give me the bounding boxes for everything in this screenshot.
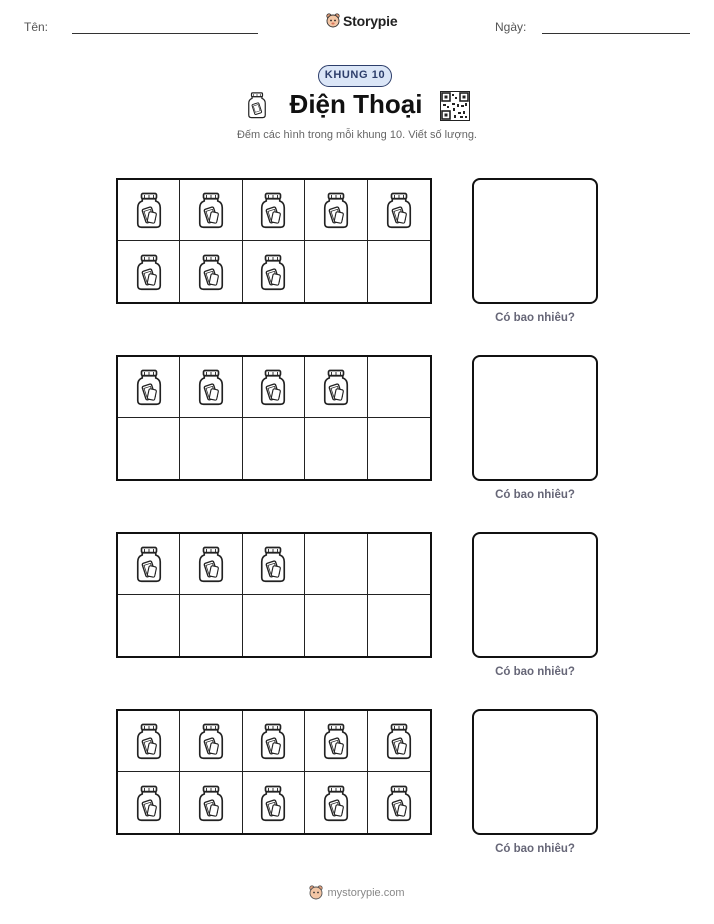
phone-jar-icon	[321, 720, 351, 762]
phone-jar-icon	[196, 543, 226, 585]
brand-name: Storypie	[343, 13, 398, 29]
ten-frame-cell	[180, 595, 242, 656]
phone-jar-icon	[134, 720, 164, 762]
phone-jar-icon	[196, 720, 226, 762]
ten-frame-cell	[305, 357, 367, 418]
ten-frame-cell	[305, 772, 367, 833]
count-prompt: Có bao nhiêu?	[495, 312, 575, 324]
ten-frame-cell	[180, 180, 242, 241]
qr-code-icon	[440, 91, 470, 126]
count-prompt: Có bao nhiêu?	[495, 666, 575, 678]
answer-box[interactable]	[472, 709, 598, 835]
ten-frame	[116, 532, 432, 658]
ten-frame-cell	[305, 180, 367, 241]
ten-frame-cell	[118, 418, 180, 479]
ten-frame-cell	[368, 180, 430, 241]
date-label: Ngày:	[495, 20, 527, 34]
ten-frame-cell	[118, 180, 180, 241]
phone-jar-icon	[258, 720, 288, 762]
answer-box[interactable]	[472, 178, 598, 304]
ten-frame-cell	[180, 534, 242, 595]
ten-frame-cell	[305, 418, 367, 479]
phone-jar-icon	[384, 720, 414, 762]
name-line	[72, 33, 258, 34]
phone-jar-icon	[258, 543, 288, 585]
phone-jar-icon	[196, 366, 226, 408]
ten-frame-cell	[118, 534, 180, 595]
phone-jar-icon	[258, 251, 288, 293]
ten-frame-cell	[305, 534, 367, 595]
name-label: Tên:	[24, 20, 49, 34]
phone-jar-icon	[196, 189, 226, 231]
storypie-mascot-icon	[309, 885, 323, 901]
ten-frame-cell	[180, 357, 242, 418]
phone-jar-icon	[134, 251, 164, 293]
ten-frame-cell	[180, 711, 242, 772]
ten-frame-cell	[118, 595, 180, 656]
ten-frame-cell	[243, 595, 305, 656]
phone-jar-icon	[196, 782, 226, 824]
phone-jar-icon	[134, 189, 164, 231]
phone-jar-icon	[258, 782, 288, 824]
ten-frame-cell	[180, 241, 242, 302]
footer	[0, 885, 714, 901]
ten-frame-cell	[305, 595, 367, 656]
answer-box[interactable]	[472, 355, 598, 481]
phone-jar-icon	[384, 782, 414, 824]
phone-jar-icon	[321, 189, 351, 231]
count-prompt: Có bao nhiêu?	[495, 843, 575, 855]
phone-jar-icon	[196, 251, 226, 293]
phone-jar-icon	[134, 366, 164, 408]
answer-box[interactable]	[472, 532, 598, 658]
ten-frame-badge: KHUNG 10	[318, 65, 392, 87]
ten-frame-cell	[368, 711, 430, 772]
count-prompt: Có bao nhiêu?	[495, 489, 575, 501]
ten-frame-cell	[368, 772, 430, 833]
ten-frame-cell	[368, 595, 430, 656]
ten-frame-cell	[243, 357, 305, 418]
ten-frame-cell	[305, 711, 367, 772]
ten-frame-cell	[243, 241, 305, 302]
ten-frame-cell	[118, 772, 180, 833]
ten-frame-cell	[243, 180, 305, 241]
phone-jar-icon	[134, 543, 164, 585]
phone-jar-icon	[258, 189, 288, 231]
ten-frame-cell	[243, 534, 305, 595]
phone-jar-icon	[246, 90, 268, 125]
date-line	[542, 33, 690, 34]
phone-jar-icon	[134, 782, 164, 824]
ten-frame-cell	[368, 534, 430, 595]
ten-frame-cell	[243, 711, 305, 772]
ten-frame-cell	[180, 418, 242, 479]
ten-frame-cell	[368, 357, 430, 418]
brand-logo	[326, 13, 397, 29]
ten-frame	[116, 709, 432, 835]
storypie-mascot-icon	[326, 13, 340, 29]
ten-frame-cell	[368, 418, 430, 479]
phone-jar-icon	[258, 366, 288, 408]
ten-frame-cell	[180, 772, 242, 833]
page-title: Điện Thoại	[289, 89, 423, 119]
ten-frame-cell	[118, 711, 180, 772]
ten-frame-cell	[368, 241, 430, 302]
instructions: Đếm các hình trong mỗi khung 10. Viết số lượng.	[236, 129, 477, 141]
ten-frame-cell	[305, 241, 367, 302]
phone-jar-icon	[321, 366, 351, 408]
ten-frame	[116, 355, 432, 481]
phone-jar-icon	[321, 782, 351, 824]
ten-frame-cell	[118, 357, 180, 418]
ten-frame-cell	[243, 418, 305, 479]
footer-url: mystorypie.com	[327, 887, 405, 899]
phone-jar-icon	[384, 189, 414, 231]
ten-frame-cell	[243, 772, 305, 833]
ten-frame	[116, 178, 432, 304]
ten-frame-cell	[118, 241, 180, 302]
